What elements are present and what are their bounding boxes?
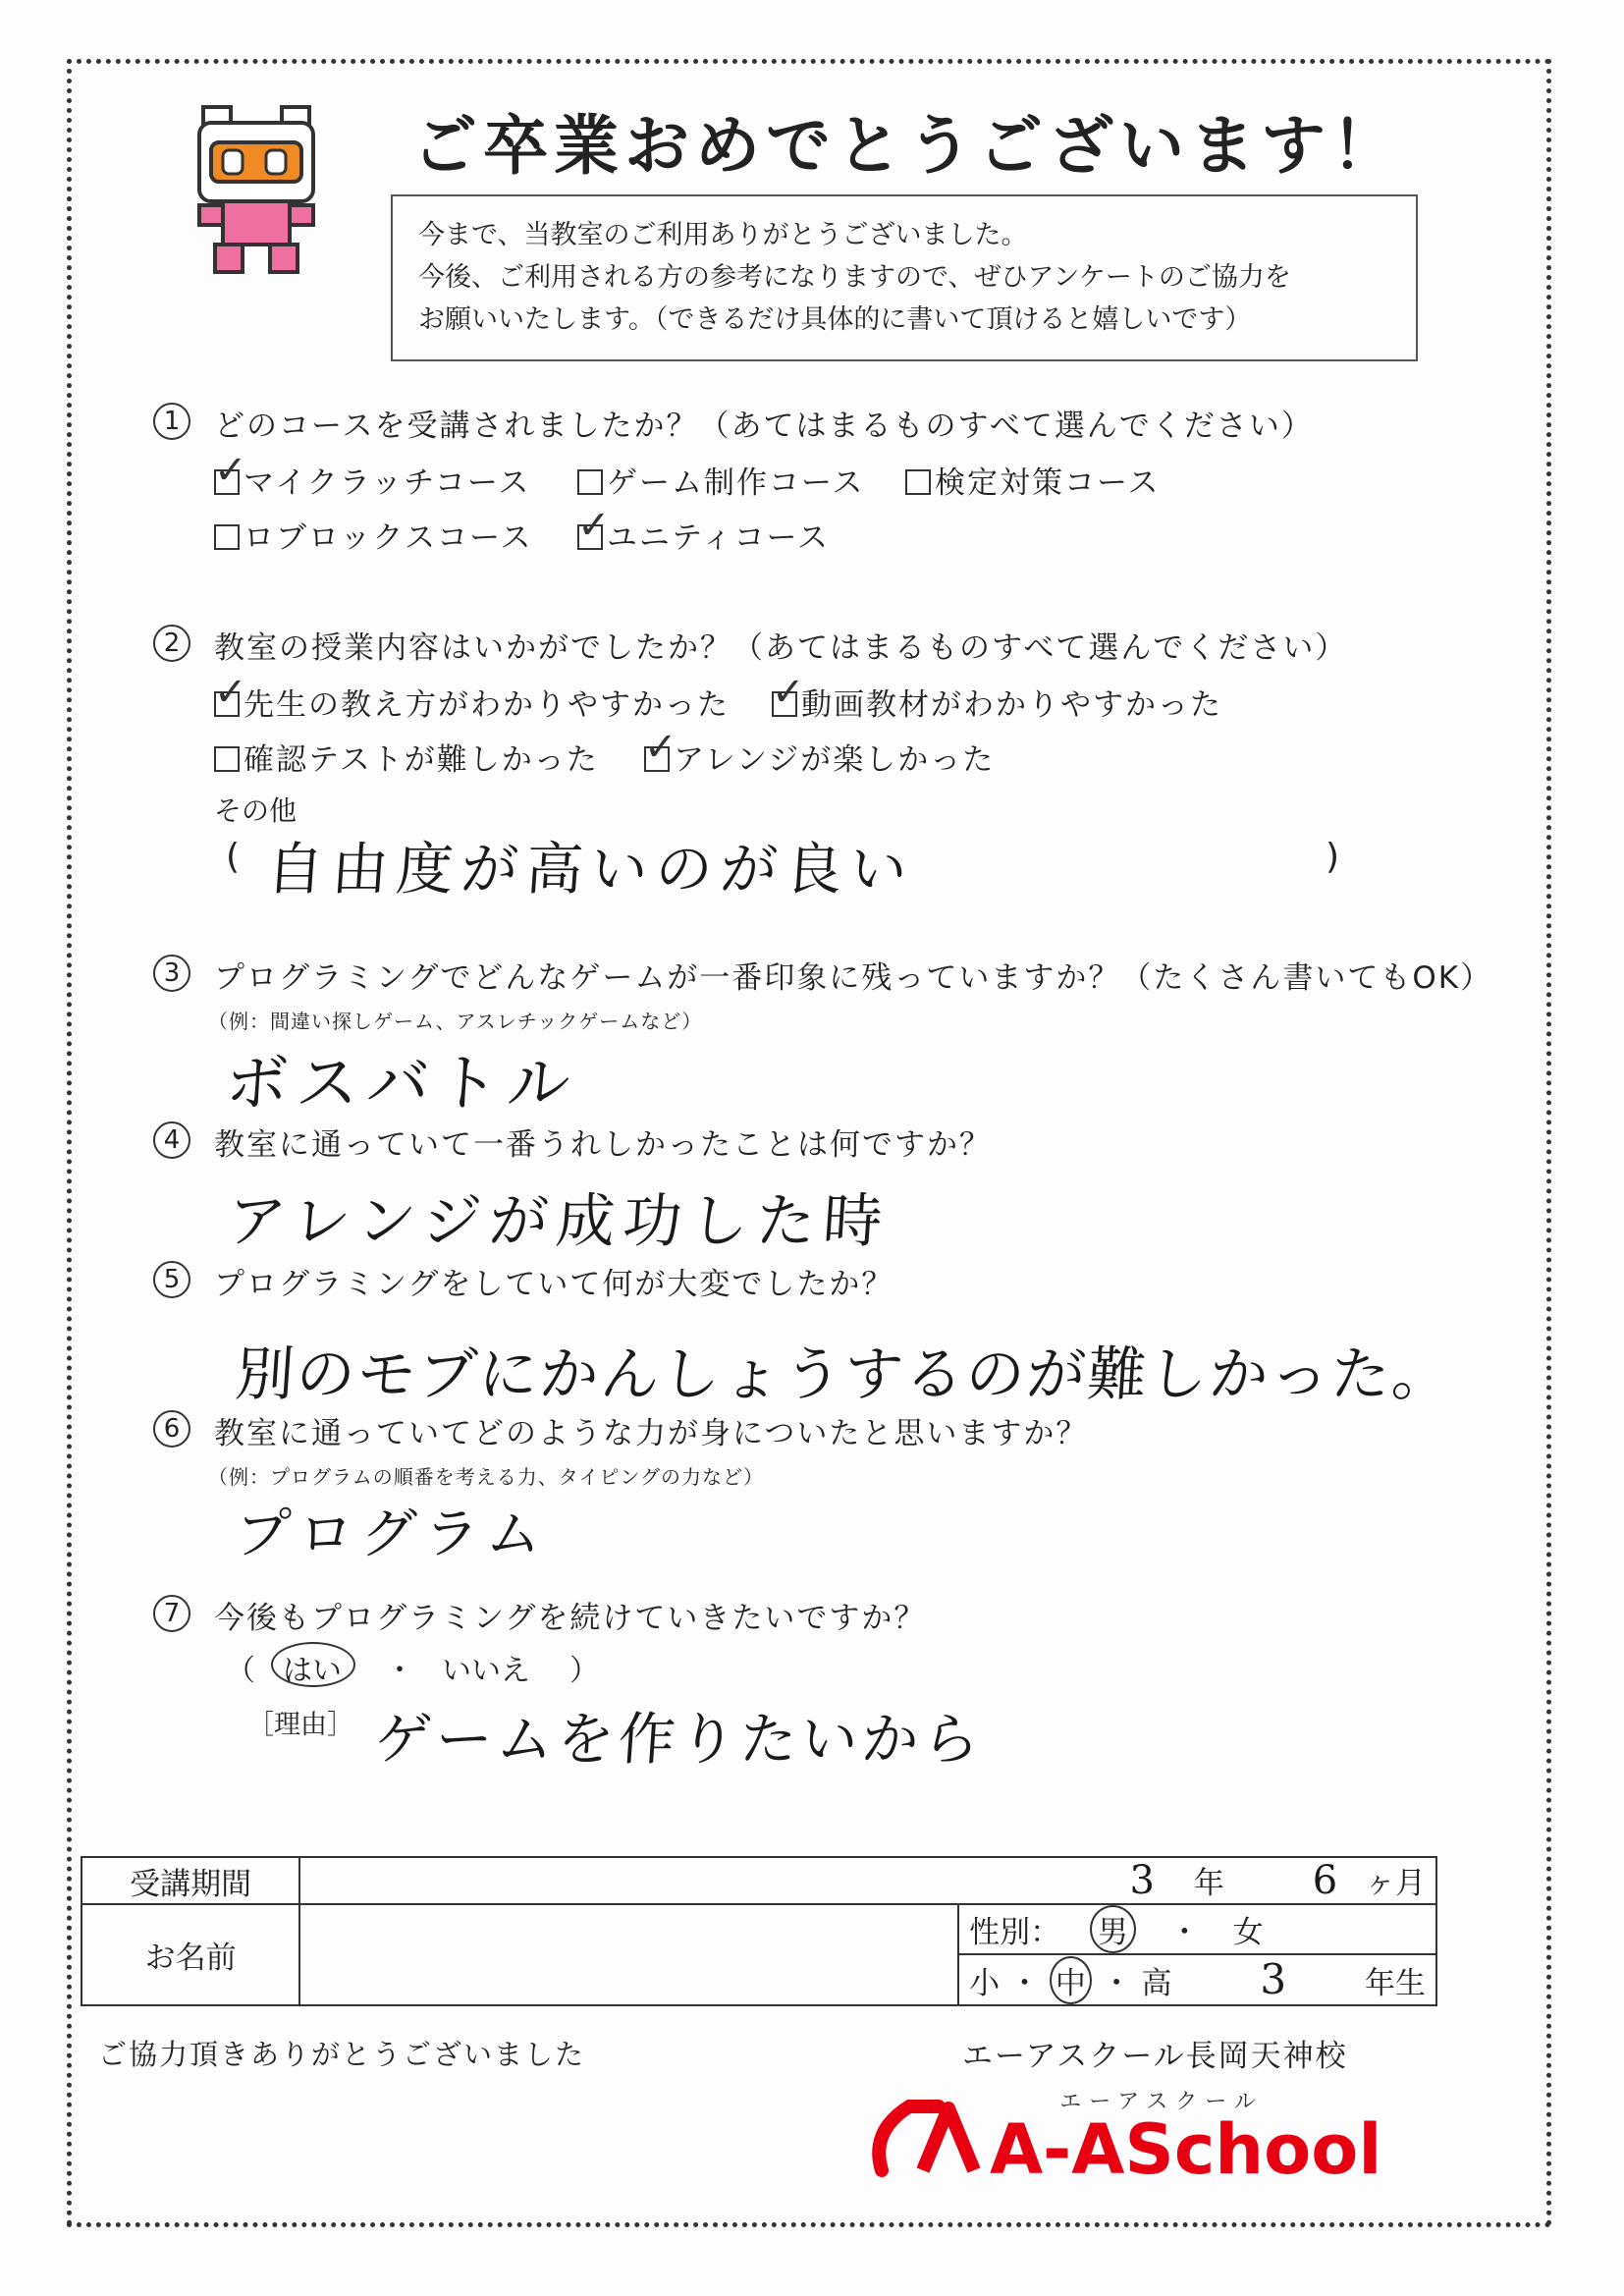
years-unit: 年 [1193,1866,1224,1901]
table-row [81,1904,1436,1954]
check-mark-icon: ✓ [214,670,249,715]
intro-message-box [391,194,1418,361]
question-6-text: 教室に通っていてどのような力が身についたと思いますか？ [214,1416,1089,1451]
question-2-text: 教室の授業内容はいかがでしたか？（あてはまるものすべて選んでください） [214,630,1348,666]
page-title: ご卒業おめでとうございます！ [412,108,1402,184]
svg-text:エーアスクール: エーアスクール [1059,2090,1264,2114]
q6-example: （例：プログラムの順番を考える力、タイピングの力など） [208,1465,764,1489]
checkbox[interactable] [214,746,240,772]
school-elementary[interactable]: 小 [969,1966,1001,2001]
mascot-character-icon [191,103,321,280]
period-months: 6 [1312,1858,1338,1903]
period-value-cell[interactable] [299,1857,1436,1904]
grade-cell[interactable]: 小 ・ 中 ・ 高 3 年生 [958,1954,1436,2005]
school-high[interactable]: 高 [1141,1966,1172,2001]
checkbox[interactable] [905,469,931,495]
q1-option-game-making[interactable]: ゲーム制作コース [577,458,864,502]
checkbox[interactable] [772,670,807,717]
question-number-6: 6 [153,1410,190,1448]
question-1-text: どのコースを受講されましたか？（あてはまるものすべて選んでください） [214,409,1314,444]
q5-answer[interactable]: 別のモブにかんしょうするのが難しかった。 [233,1340,1456,1409]
checkbox[interactable] [577,503,613,550]
question-number-3: 3 [153,955,190,992]
check-mark-icon: ✓ [214,448,249,493]
open-paren: ( [226,837,241,877]
q1-option-minecraft[interactable]: ✓ マイクラッチコース [214,448,531,501]
q2-option-arrange[interactable]: ✓ アレンジが楽しかった [644,725,996,778]
q7-choice-no[interactable]: いいえ [442,1654,530,1688]
school-name: エーアスクール長岡天神校 [962,2039,1348,2074]
q1-option-unity[interactable]: ✓ ユニティコース [577,503,830,556]
close-paren: ) [1326,837,1340,877]
q7-reason-label: ［理由］ [247,1710,353,1740]
check-mark-icon: ✓ [644,725,679,770]
q2-option-teacher[interactable]: ✓ 先生の教え方がわかりやすかった [214,670,730,723]
a-aschool-logo [862,2087,1422,2185]
school-middle[interactable]: 中 [1050,1956,1092,2004]
question-7-text: 今後もプログラミングを続けていきたいですか？ [214,1601,927,1636]
name-label: お名前 [81,1904,299,2005]
question-4-text: 教室に通っていて一番うれしかったことは何ですか？ [214,1127,992,1163]
question-5-text: プログラミングをしていて何が大変でしたか？ [214,1267,894,1302]
checkbox[interactable] [214,448,249,495]
q2-other-label: その他 [214,794,298,827]
gender-cell[interactable] [958,1904,1436,1954]
table-row [81,1857,1436,1904]
intro-line: お願いいたします。（できるだけ具体的に書いて頂けると嬉しいです） [418,304,1252,335]
gender-separator: ・ [1168,1915,1200,1950]
intro-line: 今後、ご利用される方の参考になりますので、ぜひアンケートのご協力を [418,262,1291,293]
question-3-text: プログラミングでどんなゲームが一番印象に残っていますか？（たくさん書いてもOK） [214,960,1493,996]
question-number-7: 7 [153,1595,190,1632]
gender-male[interactable]: 男 [1090,1905,1136,1953]
gender-female[interactable]: 女 [1232,1915,1264,1950]
months-unit: ヶ月 [1365,1866,1426,1901]
question-number-5: 5 [153,1261,190,1298]
check-mark-icon: ✓ [772,670,807,715]
checkbox[interactable] [577,469,603,495]
intro-line: 今まで、当教室のご利用ありがとうございました。 [418,220,1028,250]
q3-example: （例：間違い探しゲーム、アスレチックゲームなど） [208,1010,703,1033]
q7-close-paren: ） [569,1654,599,1688]
question-number-1: 1 [153,403,190,440]
q2-option-video[interactable]: ✓ 動画教材がわかりやすかった [772,670,1222,723]
period-years: 3 [1129,1858,1155,1903]
thanks-message: ご協力頂きありがとうございました [98,2038,586,2071]
q1-option-roblox[interactable]: ロブロックスコース [214,513,533,557]
checkbox[interactable] [644,725,679,772]
svg-text:A-ASchool: A-ASchool [990,2109,1382,2185]
grade-value: 3 [1260,1955,1287,2003]
q7-open-paren: （ [226,1654,255,1688]
q6-answer[interactable]: プログラム [233,1503,552,1566]
student-info-table [81,1856,1437,2006]
grade-unit: 年生 [1364,1966,1426,2001]
q3-answer[interactable]: ボスバトル [222,1048,580,1121]
checkbox[interactable] [214,670,249,717]
q7-reason-answer[interactable]: ゲームを作りたいから [372,1706,987,1773]
q1-option-certification[interactable]: 検定対策コース [905,458,1160,502]
q7-choice-separator: ・ [385,1654,414,1688]
q7-choice-yes[interactable]: はい [283,1654,342,1688]
question-number-4: 4 [153,1121,190,1159]
question-number-2: 2 [153,625,190,662]
period-label: 受講期間 [81,1857,299,1904]
checkbox[interactable] [214,524,240,550]
q2-option-test[interactable]: 確認テストが難しかった [214,735,599,779]
q4-answer[interactable]: アレンジが成功した時 [225,1187,893,1256]
gender-label: 性別： [969,1915,1061,1950]
q2-other-answer[interactable]: 自由度が高いのが良い [264,836,918,902]
name-field[interactable] [299,1904,958,2005]
check-mark-icon: ✓ [577,503,613,548]
